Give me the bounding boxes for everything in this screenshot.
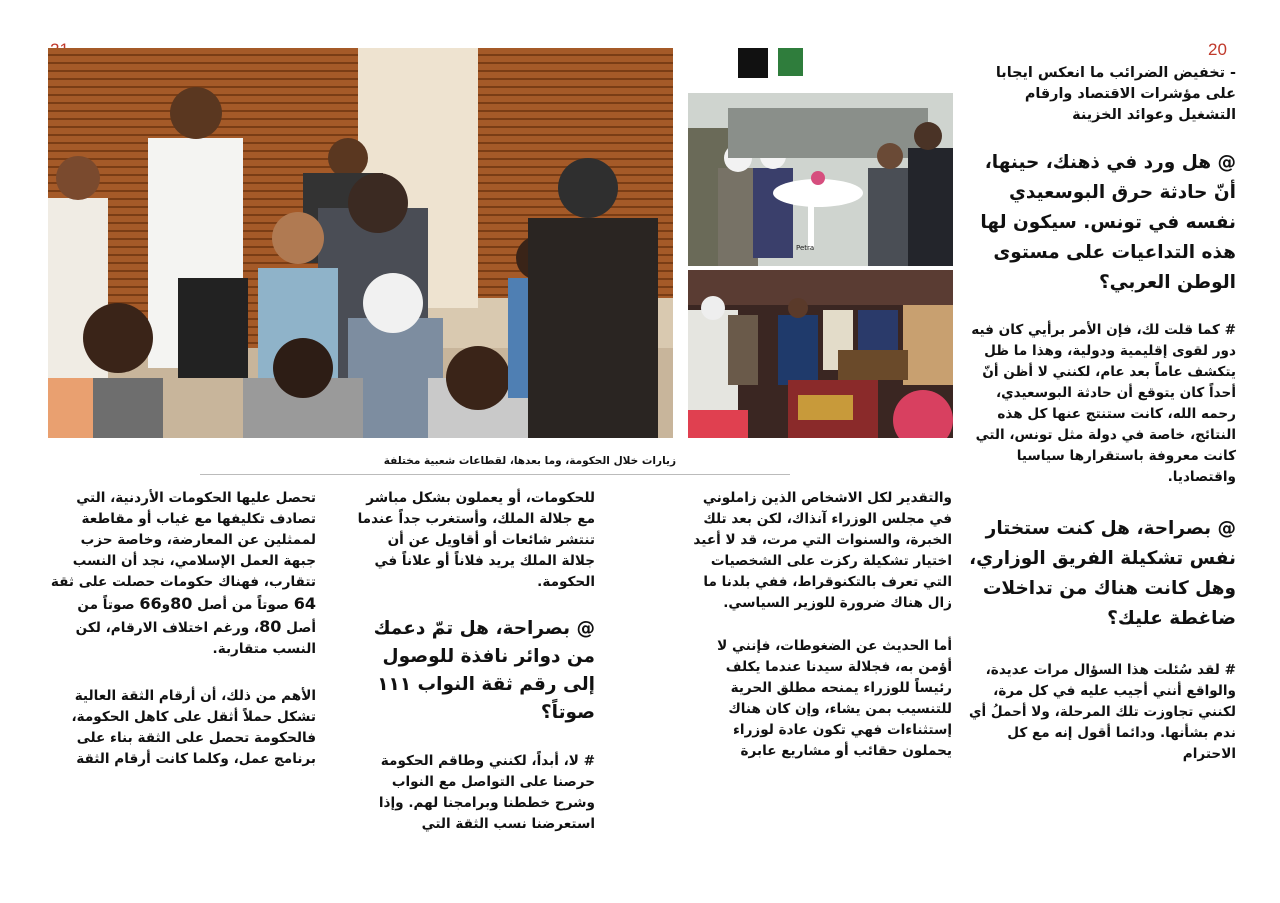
confidence-text-2: صوتاً من أصل [197, 597, 289, 613]
column-2 [355, 488, 595, 835]
paragraph-appreciation: والتقدير لكل الاشخاص الذين زاملوني في مجلس الوزراء آنذاك، لكن بعد تلك الخبرة، والسنوات التي مرت، قد لا أعيد اختيار تشكيلة ركزت على الشخصيات التي تعرف بالتكنوقراط، ففي بلدنا ما زال هناك ضرورة للوزير السياسي. [693, 490, 952, 611]
answer-confidence-vote: # لا، أبداً، لكنني وطاقم الحكومة حرصنا على التواصل مع النواب وشرح خططنا وبرامجنا لهم. وإذا استعرضنا نسب الثقة التي [378, 753, 595, 832]
tax-note: - تخفيض الضرائب ما انعكس ايجابا على مؤشرات الاقتصاد وارقام التشغيل وعوائد الخزينة [995, 65, 1236, 123]
paragraph-confidence-numbers [48, 488, 316, 660]
answer-cabinet: # لقد سُئلت هذا السؤال مرات عديدة، والواقع أنني أجيب عليه في كل مرة، لكنني تجاوزت تلك المرحلة، ولا أحملُ أي ندم بشأنها. ودائما أقول إنه مع كل الاحترام [969, 662, 1236, 762]
paragraph-pressures: أما الحديث عن الضغوطات، فإنني لا أؤمن به، فجلالة سيدنا عندما يكلف رئيساً للوزراء يمنحه مطلق الحرية للتنسيب بمن يشاء، وإن كان هناك إستثناءات فهي تكون عادة لوزراء يحملون حقائب أو مشاريع عابرة [717, 638, 952, 759]
photo-caption: زيارات خلال الحكومة، وما بعدها، لقطاعات شعبية مختلفة [383, 455, 676, 467]
column-3 [690, 488, 952, 762]
answer-bouazizi: # كما قلت لك، فإن الأمر برأيي كان فيه دور لقوى إقليمية ودولية، وهذا ما ظل يتكشف عاماً بعد عام، لكنني لا أظن أنّ أحداً كان يتوقع أن حادثة البوسعيدي، رحمه الله، كانت ستنتج عنها كل هذه النتائج، خاصة في دولة مثل تونس، التي كانت معروفة باستقرارها سياسيا واقتصاديا. [971, 322, 1236, 485]
page-number-right: 20 [1208, 40, 1227, 59]
question-cabinet: @ بصراحة، هل كنت ستختار نفس تشكيلة الفريق الوزاري، وهل كانت هناك من تداخلات ضاغطة عليك؟ [969, 518, 1236, 629]
number-80-second: 80 [259, 617, 282, 636]
number-80-first: 80 [170, 594, 193, 613]
question-confidence-vote: @ بصراحة، هل تمّ دعمك من دوائر نافذة للوصول إلى رقم ثقة النواب ١١١ صوتاً؟ [373, 618, 595, 723]
photo-visit-tent [688, 270, 953, 438]
paragraph-rumors: للحكومات، أو يعملون بشكل مباشر مع جلالة الملك، وأستغرب جداً عندما تنتشر شائعات أو أقاويل عن أن جلالة الملك يريد فلاناً أو علاناً في الحكومة. [357, 490, 595, 590]
confidence-text-1: تحصل عليها الحكومات الأردنية، التي تصادف تكليفها مع غياب أو مقاطعة لممثلين عن المعارضة، وخاصة حزب جبهة العمل الإسلامي، نجد أن النسب تتقارب، فهناك حكومات حصلت على ثقة [50, 490, 316, 590]
paragraph-high-confidence: الأهم من ذلك، أن أرقام الثقة العالية تشكل حملاً أثقل على كاهل الحكومة، فالحكومة تحصل على الثقة بناء على برنامج عمل، وكلما كانت أرقام الثقة [71, 688, 316, 767]
confidence-text-4: ، ورغم اختلاف الارقام، لكن النسب متقاربة. [75, 620, 316, 657]
number-64: 64 [293, 594, 316, 613]
number-66: 66 [139, 594, 162, 613]
divider-line [200, 474, 790, 475]
photo-visit-children [48, 48, 673, 438]
conjunction-and: و [161, 597, 171, 613]
right-column [968, 63, 1236, 765]
photo-watermark: Petra [796, 244, 815, 252]
question-bouazizi: @ هل ورد في ذهنك، حينها، أنّ حادثة حرق البوسعيدي نفسه في تونس. سيكون لها هذه التداعيات على مستوى الوطن العربي؟ [980, 152, 1236, 293]
column-1 [48, 488, 316, 770]
photo-visit-women [688, 48, 953, 266]
confidence-text-3: صوتاً من أصل [77, 597, 316, 636]
